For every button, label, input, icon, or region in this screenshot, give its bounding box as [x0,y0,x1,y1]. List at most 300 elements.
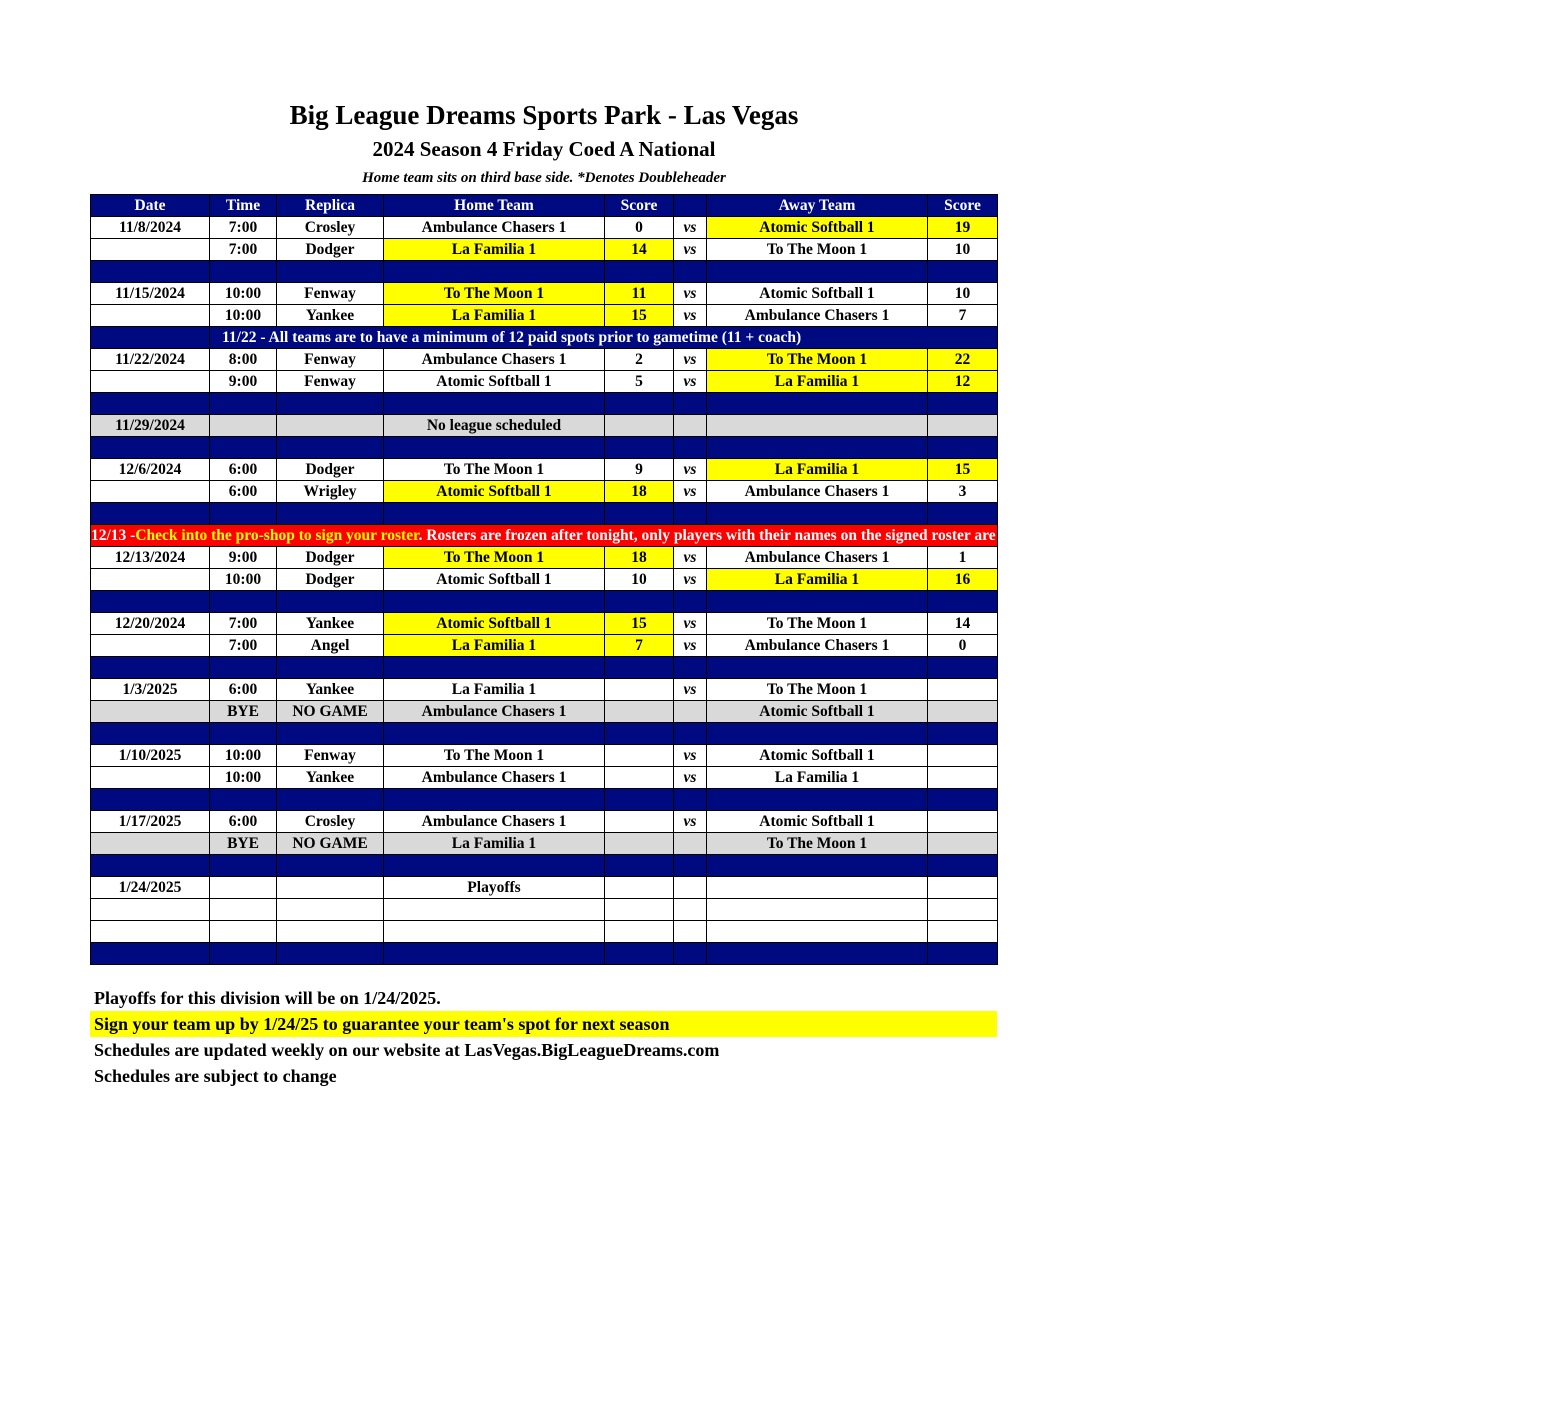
home-team-cell [384,899,605,921]
replica-cell [277,877,384,899]
table-row [91,217,998,239]
separator-cell [210,591,277,613]
announcement-row [91,327,998,349]
separator-cell [605,943,674,965]
schedule-body [91,217,1561,965]
separator-cell [605,503,674,525]
separator-cell [384,261,605,283]
date-cell: 1/3/2025 [91,679,210,701]
table-row [91,239,998,261]
separator-row [91,503,998,525]
separator-cell [277,855,384,877]
separator-cell [928,789,998,811]
home-team-cell: La Familia 1 [384,635,605,657]
separator-cell [605,723,674,745]
vs-cell: vs [674,459,707,481]
date-cell: 12/6/2024 [91,459,210,481]
away-team-cell: La Familia 1 [707,371,928,393]
home-score-cell: 15 [605,305,674,327]
separator-cell [210,723,277,745]
away-team-cell: To The Moon 1 [707,833,928,855]
date-cell: 11/22/2024 [91,349,210,371]
col-header-away-team: Away Team [707,195,928,217]
schedule-note: Home team sits on third base side. *Denotes Doubleheader [362,170,726,186]
separator-cell [928,723,998,745]
home-score-cell [605,921,674,943]
away-team-cell: Atomic Softball 1 [707,811,928,833]
home-score-cell: 5 [605,371,674,393]
away-score-cell [928,767,998,789]
separator-row [91,657,998,679]
time-cell: 10:00 [210,767,277,789]
date-cell [91,569,210,591]
roster-notice [91,525,1561,547]
table-row [91,349,998,371]
separator-cell [210,657,277,679]
time-cell: 6:00 [210,811,277,833]
separator-cell [384,723,605,745]
date-cell: 12/13/2024 [91,547,210,569]
separator-cell [91,789,210,811]
separator-cell [210,393,277,415]
away-score-cell: 10 [928,239,998,261]
home-team-cell: To The Moon 1 [384,547,605,569]
home-team-cell: La Familia 1 [384,833,605,855]
replica-cell: Fenway [277,371,384,393]
date-cell: 1/10/2025 [91,745,210,767]
date-cell [91,239,210,261]
footer-signup-line: Sign your team up by 1/24/25 to guarantee your team's spot for next season [90,1011,997,1037]
separator-cell [928,437,998,459]
separator-cell [928,943,998,965]
replica-cell: Fenway [277,283,384,305]
col-header-date: Date [91,195,210,217]
table-row [91,899,998,921]
separator-cell [674,723,707,745]
away-score-cell [928,679,998,701]
schedule-table [90,194,1561,965]
separator-cell [277,261,384,283]
separator-cell [277,723,384,745]
vs-cell: vs [674,305,707,327]
time-cell: 6:00 [210,481,277,503]
table-row [91,283,998,305]
table-row [91,481,998,503]
table-header-row [91,195,998,217]
away-team-cell: La Familia 1 [707,569,928,591]
home-team-cell: Ambulance Chasers 1 [384,349,605,371]
away-team-cell: To The Moon 1 [707,349,928,371]
time-cell: 10:00 [210,305,277,327]
replica-cell: Angel [277,635,384,657]
replica-cell: NO GAME [277,833,384,855]
home-score-cell [605,767,674,789]
roster-notice-text: . Rosters are frozen after tonight, only players with their names on the signed roster are eligible for playoffs. Please check carefully as changes will not be made for omissions. [418,526,1561,544]
home-team-cell: To The Moon 1 [384,745,605,767]
vs-cell: vs [674,745,707,767]
replica-cell: Yankee [277,305,384,327]
home-score-cell: 10 [605,569,674,591]
separator-cell [674,591,707,613]
time-cell: 7:00 [210,239,277,261]
time-cell: BYE [210,701,277,723]
separator-row [91,437,998,459]
home-score-cell [605,415,674,437]
separator-cell [91,261,210,283]
home-team-cell: Ambulance Chasers 1 [384,701,605,723]
col-header-replica: Replica [277,195,384,217]
date-cell: 1/17/2025 [91,811,210,833]
announcement-spacer [91,327,210,349]
date-cell [91,899,210,921]
separator-cell [277,591,384,613]
time-cell [210,899,277,921]
time-cell: 10:00 [210,569,277,591]
separator-row [91,789,998,811]
col-header-time: Time [210,195,277,217]
vs-cell [674,833,707,855]
vs-cell: vs [674,217,707,239]
separator-cell [384,943,605,965]
separator-cell [91,437,210,459]
away-score-cell [928,877,998,899]
separator-row [91,943,998,965]
home-team-cell: La Familia 1 [384,305,605,327]
vs-cell: vs [674,811,707,833]
date-cell: 11/15/2024 [91,283,210,305]
away-team-cell: Ambulance Chasers 1 [707,481,928,503]
away-team-cell [707,921,928,943]
roster-notice-row [91,525,998,547]
vs-cell [674,921,707,943]
time-cell: BYE [210,833,277,855]
separator-cell [674,657,707,679]
time-cell: 6:00 [210,679,277,701]
announcement-text: 11/22 - All teams are to have a minimum of 12 paid spots prior to gametime (11 + coach) [210,327,998,349]
separator-cell [91,943,210,965]
away-score-cell [928,701,998,723]
replica-cell [277,415,384,437]
date-cell [91,701,210,723]
separator-row [91,261,998,283]
date-cell: 1/24/2025 [91,877,210,899]
date-cell: 12/20/2024 [91,613,210,635]
separator-cell [928,393,998,415]
replica-cell: Dodger [277,569,384,591]
separator-cell [707,437,928,459]
date-cell [91,767,210,789]
away-score-cell: 14 [928,613,998,635]
away-score-cell: 22 [928,349,998,371]
vs-cell: vs [674,679,707,701]
home-score-cell [605,899,674,921]
away-team-cell: Ambulance Chasers 1 [707,635,928,657]
away-score-cell [928,745,998,767]
away-team-cell: Atomic Softball 1 [707,701,928,723]
footer-website-line: Schedules are updated weekly on our website at LasVegas.BigLeagueDreams.com [94,1040,720,1060]
separator-cell [277,943,384,965]
time-cell: 7:00 [210,613,277,635]
separator-cell [210,437,277,459]
away-team-cell: To The Moon 1 [707,679,928,701]
away-team-cell [707,415,928,437]
vs-cell: vs [674,613,707,635]
table-row [91,833,998,855]
replica-cell: Yankee [277,679,384,701]
table-row [91,371,998,393]
separator-cell [384,657,605,679]
away-team-cell: Ambulance Chasers 1 [707,305,928,327]
home-score-cell: 15 [605,613,674,635]
separator-cell [210,261,277,283]
separator-cell [91,591,210,613]
replica-cell: Crosley [277,811,384,833]
date-cell [91,921,210,943]
away-score-cell: 16 [928,569,998,591]
away-score-cell [928,415,998,437]
separator-cell [384,503,605,525]
replica-cell [277,899,384,921]
separator-cell [384,855,605,877]
roster-notice-highlight: Check into the pro-shop to sign your roster [135,526,419,544]
table-row [91,547,998,569]
replica-cell: NO GAME [277,701,384,723]
date-cell [91,635,210,657]
home-score-cell: 2 [605,349,674,371]
away-score-cell: 15 [928,459,998,481]
vs-cell: vs [674,481,707,503]
away-score-cell [928,899,998,921]
time-cell [210,921,277,943]
home-team-cell: Playoffs [384,877,605,899]
home-team-cell [384,921,605,943]
home-team-cell: Atomic Softball 1 [384,371,605,393]
separator-cell [384,789,605,811]
home-team-cell: No league scheduled [384,415,605,437]
away-team-cell: Ambulance Chasers 1 [707,547,928,569]
separator-row [91,855,998,877]
table-row [91,679,998,701]
home-score-cell: 11 [605,283,674,305]
vs-cell [674,899,707,921]
separator-cell [928,591,998,613]
separator-cell [707,503,928,525]
date-cell [91,305,210,327]
separator-cell [277,657,384,679]
separator-cell [674,855,707,877]
home-team-cell: Atomic Softball 1 [384,481,605,503]
replica-cell: Dodger [277,459,384,481]
table-row [91,415,998,437]
separator-cell [277,789,384,811]
replica-cell [277,921,384,943]
vs-cell: vs [674,547,707,569]
date-cell: 11/8/2024 [91,217,210,239]
footer-change-line: Schedules are subject to change [94,1066,337,1086]
table-row [91,877,998,899]
table-row [91,459,998,481]
separator-cell [605,855,674,877]
home-score-cell [605,679,674,701]
separator-cell [707,591,928,613]
away-team-cell: Atomic Softball 1 [707,217,928,239]
page-subtitle: 2024 Season 4 Friday Coed A National [372,137,716,161]
table-row [91,767,998,789]
col-header-vs [674,195,707,217]
date-cell: 11/29/2024 [91,415,210,437]
time-cell: 10:00 [210,283,277,305]
separator-cell [707,855,928,877]
footer [90,985,997,1089]
separator-cell [928,855,998,877]
separator-cell [91,657,210,679]
vs-cell: vs [674,283,707,305]
home-score-cell: 18 [605,481,674,503]
home-score-cell: 14 [605,239,674,261]
separator-cell [210,855,277,877]
separator-cell [605,393,674,415]
home-score-cell [605,877,674,899]
home-team-cell: Atomic Softball 1 [384,613,605,635]
away-team-cell: To The Moon 1 [707,613,928,635]
replica-cell: Fenway [277,745,384,767]
separator-cell [91,855,210,877]
away-score-cell [928,833,998,855]
away-score-cell [928,811,998,833]
vs-cell [674,877,707,899]
away-score-cell: 10 [928,283,998,305]
away-score-cell: 7 [928,305,998,327]
separator-cell [91,393,210,415]
time-cell: 7:00 [210,635,277,657]
away-team-cell [707,899,928,921]
separator-cell [91,723,210,745]
home-score-cell: 0 [605,217,674,239]
home-team-cell: To The Moon 1 [384,459,605,481]
separator-cell [707,261,928,283]
home-score-cell [605,701,674,723]
away-team-cell: Atomic Softball 1 [707,745,928,767]
home-team-cell: Ambulance Chasers 1 [384,767,605,789]
separator-cell [674,789,707,811]
time-cell: 8:00 [210,349,277,371]
separator-cell [605,591,674,613]
separator-cell [674,261,707,283]
separator-cell [384,437,605,459]
date-cell [91,371,210,393]
home-team-cell: Ambulance Chasers 1 [384,217,605,239]
separator-row [91,393,998,415]
separator-cell [91,503,210,525]
col-header-home-team: Home Team [384,195,605,217]
time-cell: 9:00 [210,371,277,393]
date-cell [91,833,210,855]
home-team-cell: To The Moon 1 [384,283,605,305]
table-row [91,613,998,635]
replica-cell: Yankee [277,613,384,635]
separator-cell [928,657,998,679]
table-row [91,305,998,327]
separator-cell [674,943,707,965]
separator-cell [605,437,674,459]
separator-cell [674,393,707,415]
separator-row [91,591,998,613]
col-header-away-score: Score [928,195,998,217]
separator-cell [707,393,928,415]
separator-cell [707,657,928,679]
separator-cell [384,393,605,415]
separator-cell [210,789,277,811]
table-row [91,569,998,591]
separator-cell [277,393,384,415]
home-score-cell: 9 [605,459,674,481]
separator-cell [707,723,928,745]
vs-cell [674,701,707,723]
replica-cell: Wrigley [277,481,384,503]
away-score-cell: 1 [928,547,998,569]
home-score-cell [605,811,674,833]
separator-cell [674,503,707,525]
separator-cell [210,503,277,525]
time-cell: 6:00 [210,459,277,481]
separator-cell [210,943,277,965]
separator-cell [928,261,998,283]
away-team-cell: Atomic Softball 1 [707,283,928,305]
replica-cell: Fenway [277,349,384,371]
away-team-cell: To The Moon 1 [707,239,928,261]
page-title: Big League Dreams Sports Park - Las Vegas [289,100,799,130]
separator-row [91,723,998,745]
home-score-cell: 18 [605,547,674,569]
separator-cell [674,437,707,459]
table-row [91,921,998,943]
roster-notice-date: 12/13 - [91,526,136,544]
separator-cell [277,437,384,459]
vs-cell: vs [674,767,707,789]
replica-cell: Yankee [277,767,384,789]
col-header-home-score: Score [605,195,674,217]
away-score-cell: 19 [928,217,998,239]
away-score-cell: 3 [928,481,998,503]
separator-cell [605,261,674,283]
away-team-cell [707,877,928,899]
vs-cell: vs [674,371,707,393]
separator-cell [605,657,674,679]
separator-cell [605,789,674,811]
separator-cell [707,943,928,965]
vs-cell: vs [674,349,707,371]
home-team-cell: Atomic Softball 1 [384,569,605,591]
separator-cell [707,789,928,811]
separator-cell [277,503,384,525]
home-team-cell: Ambulance Chasers 1 [384,811,605,833]
home-score-cell [605,745,674,767]
table-row [91,811,998,833]
vs-cell: vs [674,569,707,591]
home-score-cell [605,833,674,855]
home-team-cell: La Familia 1 [384,239,605,261]
separator-cell [384,591,605,613]
replica-cell: Dodger [277,547,384,569]
time-cell [210,415,277,437]
home-score-cell: 7 [605,635,674,657]
replica-cell: Crosley [277,217,384,239]
vs-cell: vs [674,239,707,261]
away-score-cell: 0 [928,635,998,657]
footer-playoffs-line: Playoffs for this division will be on 1/24/2025. [94,988,441,1008]
time-cell: 9:00 [210,547,277,569]
away-team-cell: La Familia 1 [707,459,928,481]
